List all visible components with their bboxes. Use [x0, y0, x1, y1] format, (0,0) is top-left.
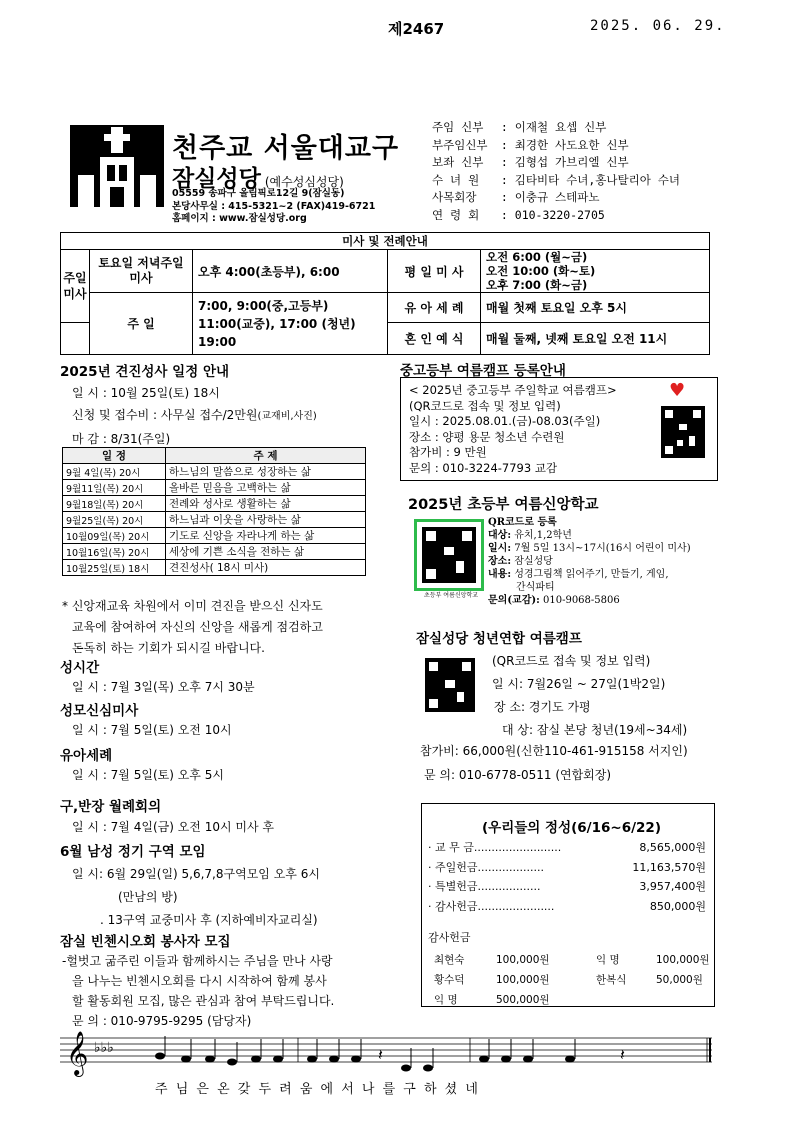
staff-row: 사목회장 : 이충규 스테파노: [432, 190, 600, 205]
mass-table-title: 미사 및 전례안내: [61, 233, 710, 250]
flat-sign-icon: ♭♭♭: [94, 1040, 114, 1056]
table-row: 9월18일(목) 20시 전례와 성사로 생활하는 삶: [63, 496, 366, 512]
youth-camp-title: 중고등부 여름캠프 등록안내: [400, 363, 566, 379]
sunday-mass-label: 주일 미사: [61, 250, 90, 323]
list-item: · 교 무 금 ......................... 8,565,000원: [428, 841, 706, 854]
vincent-title: 잠실 빈첸시오회 봉사자 모집: [60, 934, 231, 950]
wedding-label: 혼 인 예 식: [388, 323, 481, 355]
church-address: 05559 송파구 올림픽로12길 9(잠실동) 본당사무실 : 415-5321~2 (FAX)419-6721 홈페이지 : www.잠실성당.org: [172, 188, 376, 224]
sunday-mass-times: 7:00, 9:00(중,고등부) 11:00(교중), 17:00 (청년) 19:00: [193, 293, 388, 355]
retreat-schedule-table: 일 정 주 제 9월 4일(목) 20시 하느님의 말씀으로 성장하는 삶 9월11일(목) 20시 올바른 믿음을 고백하는 삶 9월18일(목) 20시 전례와 성사로 생활하는 삶 9월25일(목) 20시 하느님과 이웃을 사랑하는 삶 10월09일(목) 20시 기도로 신앙을 자라나게 하는 삶 10월16일(목) 20시 세상에 기쁜 소식을 전하는 삶 10월25일(토) 18시 견진성사( 18시 미사): [62, 447, 366, 576]
table-row: 9월25일(목) 20시 하느님과 이웃을 사랑하는 삶: [63, 512, 366, 528]
mens-meeting-title: 6월 남성 정기 구역 모임: [60, 844, 206, 860]
rest-icon: 𝄽: [378, 1045, 383, 1064]
vincent-info: -헐벗고 굶주린 이들과 함께하시는 주님을 만나 사랑 을 나누는 빈첸시오회를 다시 시작하여 함께 봉사 할 활동회원 모집, 많은 관심과 참여 부탁드립니다. 문 의 : 010-9795-9295 (담당자): [62, 954, 335, 1028]
staff-row: 주임 신부 : 이재철 요셉 신부: [432, 120, 607, 134]
table-row: 10월25일(토) 18시 견진성사( 18시 미사): [63, 560, 366, 576]
issue-number: 제2467: [388, 20, 445, 38]
infant-baptism-title: 유아세례: [60, 748, 113, 764]
young-adult-camp-title: 잠실성당 청년연합 여름캠프: [416, 631, 582, 647]
children-camp-qr-caption: 초등부 여름신앙학교: [424, 592, 479, 599]
heart-icon: ♥: [669, 380, 686, 401]
weekday-mass-times: 오전 6:00 (월~금) 오전 10:00 (화~토) 오후 7:00 (화~금): [481, 250, 710, 293]
donor-list: 최현숙 100,000원 익 명 100,000원 황수덕 100,000원 한복식 50,000원 익 명 500,000원: [434, 954, 710, 1006]
staff-list: [432, 119, 680, 225]
church-building-icon: [70, 125, 164, 207]
thanks-offering-label: 감사헌금: [428, 931, 471, 944]
mens-meeting-info: 일 시: 6월 29일(일) 5,6,7,8구역모임 오후 6시 (만남의 방) . 13구역 교중미사 후 (지하예비자교리실): [72, 867, 320, 927]
holy-hour-title: 성시간: [60, 660, 100, 676]
youth-camp-qr-code[interactable]: [661, 406, 705, 458]
children-camp-qr-code[interactable]: [414, 519, 484, 591]
children-camp-info: QR코드로 등록 대상: 유치,1,2학년 일시: 7월 5일 13시~17시(16시 어린이 미사) 장소: 잠실성당 내용: 성경그림책 읽어주기, 만들기, 게임, 간식파티 문의(교감): 010-9068-5806: [488, 517, 691, 606]
young-adult-contact: 문 의: 010-6778-0511 (연합회장): [424, 768, 612, 782]
staff-row: 보좌 신부 : 김형섭 가브리엘 신부: [432, 155, 629, 170]
offering-title: (우리들의 정성(6/16~6/22): [482, 820, 661, 836]
holy-hour-line: 일 시 : 7월 3일(목) 오후 7시 30분: [72, 680, 255, 694]
leaders-meeting-line: 일 시 : 7월 4일(금) 오전 10시 미사 후: [72, 820, 274, 834]
table-row: 10월09일(목) 20시 기도로 신앙을 자라나게 하는 삶: [63, 528, 366, 544]
rest-icon: 𝄽: [620, 1045, 625, 1064]
table-row: 9월11일(목) 20시 올바른 믿음을 고백하는 삶: [63, 480, 366, 496]
saturday-mass-time: 오후 4:00(초등부), 6:00: [193, 250, 388, 293]
wedding-value: 매월 둘째, 넷째 토요일 오전 11시: [481, 323, 710, 355]
mass-schedule-table: [60, 232, 710, 355]
infant-baptism-label: 유 아 세 례: [388, 293, 481, 323]
church-subtitle: (예수성심성당): [264, 175, 344, 189]
marian-mass-line: 일 시 : 7월 5일(토) 오전 10시: [72, 723, 232, 737]
list-item: · 감사헌금 ...................... 850,000원: [428, 899, 706, 913]
offering-list: [428, 838, 706, 916]
table-row: 10월16일(목) 20시 세상에 기쁜 소식을 전하는 삶: [63, 544, 366, 560]
weekday-mass-label: 평 일 미 사: [388, 250, 481, 293]
retreat-note: * 신앙재교육 차원에서 이미 견진을 받으신 신자도 교육에 참여하여 자신의 신앙을 새롭게 점검하고 돈독히 하는 기회가 되시길 바랍니다.: [62, 599, 323, 655]
retreat-info: 일 시 : 10월 25일(토) 18시 신청 및 접수비 : 사무실 접수/2만원(교재비,사진) 마 감 : 8/31(주일): [72, 386, 317, 446]
church-logo: [70, 125, 164, 207]
list-item: · 특별헌금 .................. 3,957,400원: [428, 880, 706, 893]
young-adult-qr-code[interactable]: [425, 658, 475, 712]
offering-box: [421, 803, 715, 1007]
children-camp-title: 2025년 초등부 여름신앙학교: [408, 497, 599, 513]
young-adult-info: (QR코드로 접속 및 정보 입력) 일 시: 7월26일 ~ 27일(1박2일) 장 소: 경기도 가평 대 상: 잠실 본당 청년(19세~34세): [492, 654, 688, 737]
marian-mass-title: 성모신심미사: [60, 703, 139, 719]
saturday-mass-label: 토요일 저녁주일미사: [90, 250, 193, 293]
retreat-title: 2025년 견진성사 일정 안내: [60, 364, 230, 380]
young-adult-fee: 참가비: 66,000원(신한110-461-915158 서지인): [420, 744, 688, 758]
church-name-line2: 잠실성당 (예수성심성당): [172, 166, 344, 192]
table-row: 9월 4일(목) 20시 하느님의 말씀으로 성장하는 삶: [63, 464, 366, 480]
staff-row: 수 녀 원 : 김타비타 수녀,홍나탈리아 수녀: [432, 172, 680, 187]
church-name-line1: 천주교 서울대교구: [172, 133, 400, 164]
leaders-meeting-title: 구,반장 월례회의: [60, 799, 162, 815]
issue-date: 2025. 06. 29.: [590, 18, 726, 34]
staff-row: 부주임신부 : 최경한 사도요한 신부: [432, 137, 629, 152]
list-item: · 주일헌금 ................... 11,163,570원: [428, 860, 706, 874]
hymn-lyrics: 주 님 은 온 갖 두 려 움 에 서 나 를 구 하 셨 네: [155, 1082, 480, 1097]
infant-baptism-line: 일 시 : 7월 5일(토) 오후 5시: [72, 768, 224, 782]
sunday-label: 주 일: [90, 293, 193, 355]
infant-baptism-value: 매월 첫째 토요일 오후 5시: [481, 293, 710, 323]
youth-camp-box: < 2025년 중고등부 주일학교 여름캠프> (QR코드로 접속 및 정보 입력) 일시 : 2025.08.01.(금)-08.03(주일) 장소 : 양평 용문 청소년 수련원 참가비 : 9 만원 문의 : 010-3224-7793 교감 ♥: [400, 377, 718, 481]
staff-row: 연 령 회 : 010-3220-2705: [432, 207, 605, 222]
treble-clef-icon: 𝄞: [66, 1031, 89, 1075]
